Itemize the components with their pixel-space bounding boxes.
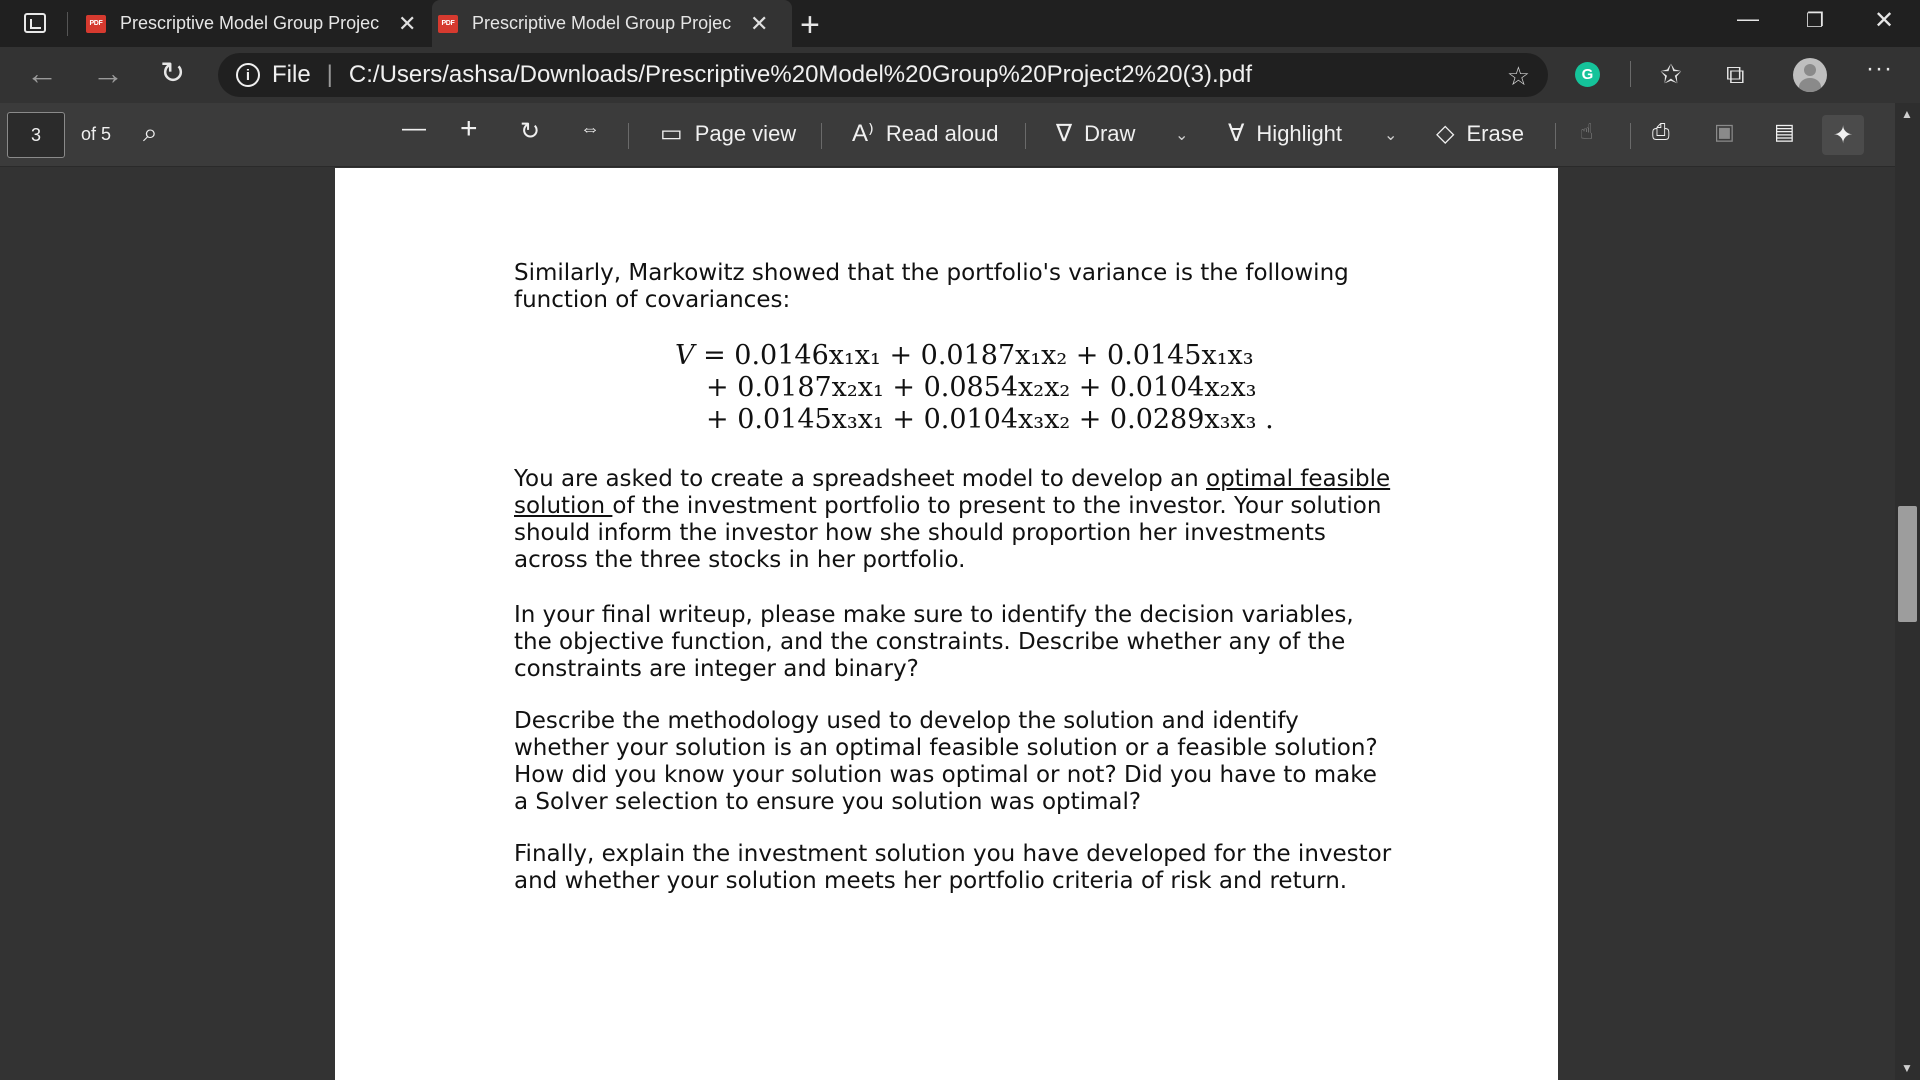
tab-pdf-1[interactable] (80, 0, 425, 47)
toolbar-divider (1630, 123, 1631, 149)
address-divider: | (326, 61, 333, 88)
zoom-in-icon[interactable]: + (460, 112, 478, 145)
paragraph-methodology: Describe the methodology used to develop the solution and identify whether your solution is an optimal feasible solution or a feasible solution? How did you know your solution was optimal or not? Did you have to make a Solver selection to ensure you solution was optimal? (514, 708, 1378, 815)
print-icon[interactable]: ⎙ (1652, 119, 1670, 144)
highlight-label: Highlight (1256, 120, 1343, 146)
paragraph-conclusion: Finally, explain the investment solution you have developed for the investor and whether your solution meets her portfolio criteria of risk and return. (514, 841, 1392, 894)
page-view-icon: ▭ (660, 120, 683, 147)
read-aloud-icon: A⁾ (852, 120, 874, 147)
draw-button[interactable] (1056, 119, 1135, 148)
save-as-icon[interactable]: ▤ (1774, 119, 1795, 144)
vertical-scrollbar[interactable] (1895, 103, 1920, 1080)
paragraph-writeup: In your final writeup, please make sure to identify the decision variables, the objective function, and the constraints. Describe whether any of the constraints are integer and binary? (514, 602, 1354, 682)
chevron-down-icon[interactable]: ⌄ (1384, 127, 1398, 144)
site-info-icon[interactable]: i (236, 63, 260, 87)
zoom-out-icon[interactable]: — (402, 115, 426, 142)
tab-actions-icon[interactable] (18, 11, 52, 37)
toolbar-divider (821, 123, 822, 149)
pdf-page (335, 168, 1558, 1080)
erase-label: Erase (1466, 120, 1524, 146)
address-bar[interactable] (218, 53, 1548, 97)
page-view-button[interactable] (660, 119, 796, 148)
more-icon[interactable]: ··· (1866, 55, 1893, 82)
close-window-icon[interactable]: ✕ (1874, 7, 1895, 34)
scroll-up-icon[interactable]: ▲ (1901, 107, 1913, 121)
arrow-left-icon[interactable]: ← (26, 55, 58, 91)
close-tab-icon[interactable]: ✕ (750, 10, 769, 36)
scrollbar-thumb[interactable] (1898, 506, 1917, 622)
highlight-button[interactable] (1228, 119, 1342, 148)
tab-divider (67, 12, 68, 36)
pdf-toolbar (0, 103, 1920, 167)
draw-icon: ∇ (1056, 120, 1073, 147)
restore-icon[interactable]: ❐ (1806, 10, 1824, 32)
equation-line-3: + 0.0145x₃x₁ + 0.0104x₃x₂ + 0.0289x₃x₃ . (706, 404, 1274, 435)
url-text[interactable]: C:/Users/ashsa/Downloads/Prescriptive%20Model%20Group%20Project2%20(3).pdf (348, 61, 1253, 88)
erase-button[interactable] (1436, 119, 1524, 148)
equation-lhs: V (675, 340, 695, 371)
navigation-bar (0, 47, 1920, 103)
task-underline-2: solution (514, 493, 613, 519)
tab-title: Prescriptive Model Group Projec (120, 13, 380, 33)
pin-toolbar-icon[interactable]: ✦ (1822, 115, 1864, 155)
toolbar-divider (1555, 123, 1556, 149)
paragraph-variance-intro: Similarly, Markowitz showed that the portfolio's variance is the following function of covariances: (514, 260, 1349, 313)
arrow-right-icon[interactable]: → (92, 55, 124, 91)
profile-icon[interactable] (1793, 58, 1827, 92)
collections-icon[interactable]: ⧉ (1726, 59, 1745, 89)
close-tab-icon[interactable]: ✕ (398, 10, 417, 36)
read-aloud-label: Read aloud (885, 120, 999, 146)
save-icon[interactable]: ▣ (1714, 119, 1735, 144)
fit-width-icon[interactable]: ⇔ (580, 118, 600, 140)
tab-title: Prescriptive Model Group Projec (472, 13, 732, 33)
highlight-icon: ∀ (1228, 120, 1245, 147)
pdf-viewer (0, 168, 1920, 1080)
page-count: of 5 (81, 124, 112, 144)
toolbar-divider (1630, 61, 1631, 87)
scheme-label: File (272, 61, 311, 88)
equation-line-1-terms: = 0.0146x₁x₁ + 0.0187x₁x₂ + 0.0145x₁x₃ (694, 340, 1254, 371)
task-underline-1: optimal feasible (1206, 466, 1391, 492)
tab-strip (0, 0, 1920, 47)
grammarly-icon[interactable]: G (1575, 62, 1600, 87)
toolbar-divider (628, 123, 629, 149)
draw-label: Draw (1084, 120, 1136, 146)
eraser-icon: ◇ (1436, 120, 1455, 147)
rotate-icon[interactable]: ↻ (520, 118, 541, 145)
page-view-label: Page view (694, 120, 797, 146)
reload-icon[interactable]: ↻ (160, 57, 186, 90)
tab-pdf-2-active[interactable] (432, 0, 792, 47)
add-favorite-icon[interactable]: ☆ (1506, 61, 1530, 91)
paragraph-task (514, 466, 1394, 574)
task-text-end: of the investment portfolio to present to the investor. Your solution should inform the investor how she should proportion her investments across the three stocks in her portfolio. (514, 493, 1382, 573)
equation-line-1 (675, 340, 1274, 372)
pdf-file-icon: PDF (86, 15, 106, 33)
read-aloud-button[interactable] (852, 119, 998, 148)
scroll-down-icon[interactable]: ▼ (1901, 1061, 1913, 1075)
chevron-down-icon[interactable]: ⌄ (1175, 127, 1189, 144)
pdf-file-icon: PDF (438, 15, 458, 33)
equation-line-2: + 0.0187x₂x₁ + 0.0854x₂x₂ + 0.0104x₂x₃ (706, 372, 1257, 403)
task-text-start: You are asked to create a spreadsheet model to develop an (514, 466, 1206, 492)
favorites-icon[interactable]: ✩ (1660, 59, 1682, 89)
new-tab-icon[interactable]: + (800, 6, 820, 44)
toolbar-divider (1025, 123, 1026, 149)
page-number-input[interactable]: 3 (7, 112, 65, 158)
variance-equation (675, 340, 1274, 436)
minimize-icon[interactable]: — (1737, 6, 1759, 31)
touch-icon[interactable]: ☝ (1580, 119, 1594, 144)
search-icon[interactable]: ⌕ (143, 117, 158, 147)
